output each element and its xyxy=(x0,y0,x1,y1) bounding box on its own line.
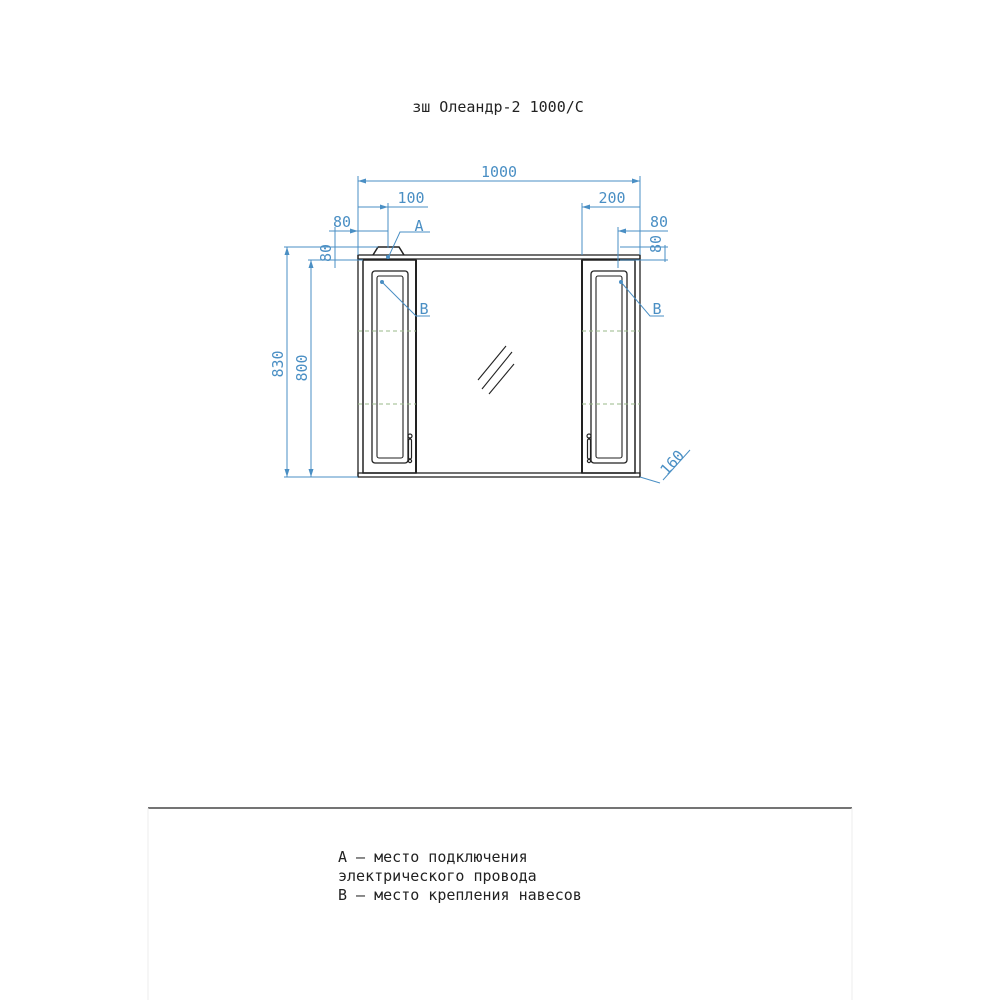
marker-b-right: B xyxy=(652,300,662,318)
dim-80-right: 80 xyxy=(649,213,669,231)
marker-a: A xyxy=(414,217,424,235)
dim-200: 200 xyxy=(598,189,626,207)
mirror-glare xyxy=(478,346,514,394)
dim-160: 160 xyxy=(656,446,689,479)
dim-80-right-vertical: 80 xyxy=(647,234,665,254)
dim-800: 800 xyxy=(293,354,311,382)
left-door-frame-inner xyxy=(377,276,403,458)
drawing-title: зш Олеандр-2 1000/С xyxy=(412,98,584,116)
dim-80-left-vertical: 80 xyxy=(317,243,335,263)
dim-100: 100 xyxy=(397,189,425,207)
marker-b-left: B xyxy=(419,300,429,318)
socket-box xyxy=(373,247,404,255)
dim-830: 830 xyxy=(269,350,287,378)
dim-1000: 1000 xyxy=(480,163,518,181)
legend-line-1: А — место подключения xyxy=(338,848,528,866)
legend-line-3: В — место крепления навесов xyxy=(338,886,582,904)
dim-80-left: 80 xyxy=(332,213,352,231)
legend-line-2: электрического провода xyxy=(338,867,537,885)
right-door-frame-inner xyxy=(596,276,622,458)
top-board xyxy=(358,255,640,259)
leader-a xyxy=(388,232,430,258)
cabinet xyxy=(358,247,640,477)
